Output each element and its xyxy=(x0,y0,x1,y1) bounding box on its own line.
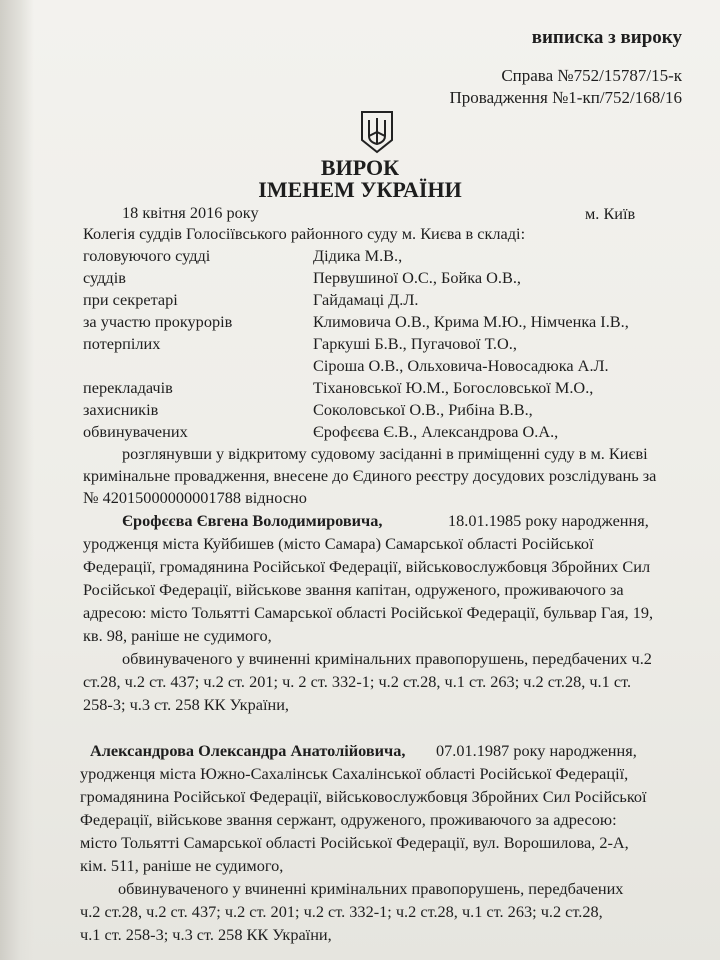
defendant1-line: Російської Федерації, військове звання капітан, одруженого, проживаючого за xyxy=(83,580,624,599)
extract-heading: виписка з вироку xyxy=(531,27,682,48)
role-label: перекладачів xyxy=(83,378,173,397)
trident-emblem-icon xyxy=(358,110,396,154)
role-label: захисників xyxy=(83,400,159,419)
role-names: Первушиної О.С., Бойка О.В., xyxy=(313,268,521,287)
role-label: головуючого судді xyxy=(83,246,211,265)
defendant1-line: 18.01.1985 року народження, xyxy=(448,511,649,530)
role-names: Тіхановської Ю.М., Богословської М.О., xyxy=(313,378,594,397)
page-edge-shadow xyxy=(0,0,34,960)
defendant1-charge: 258-3; ч.3 ст. 258 КК України, xyxy=(83,695,289,714)
consideration-line: розглянувши у відкритому судовому засіданні в приміщенні суду в м. Києві xyxy=(122,444,648,463)
consideration-line: кримінальне провадження, внесене до Єдиного реєстру досудових розслідувань за xyxy=(83,466,657,485)
defendant1-line: уродженця міста Куйбишев (місто Самара) Самарської області Російської xyxy=(83,534,594,553)
consideration-line: № 42015000000001788 відносно xyxy=(83,488,307,507)
defendant2-line: кім. 511, раніше не судимого, xyxy=(80,856,284,875)
defendant2-charge: ч.2 ст.28, ч.2 ст. 437; ч.2 ст. 201; ч.2 ст. 332-1; ч.2 ст.28, ч.1 ст. 263; ч.2 ст.28, xyxy=(80,902,603,921)
verdict-title: ВИРОК xyxy=(320,155,400,180)
verdict-subtitle: ІМЕНЕМ УКРАЇНИ xyxy=(258,177,462,202)
verdict-city: м. Київ xyxy=(585,204,636,223)
role-label: за участю прокурорів xyxy=(83,312,233,331)
role-names: Климовича О.В., Крима М.Ю., Німченка І.В., xyxy=(313,312,629,331)
proceeding-number: Провадження №1-кп/752/168/16 xyxy=(449,88,682,107)
defendant2-name: Александрова Олександра Анатолійовича, xyxy=(90,741,406,760)
defendant2-charge: обвинуваченого у вчиненні кримінальних правопорушень, передбачених xyxy=(118,879,624,898)
defendant2-line: громадянина Російської Федерації, військовослужбовця Збройних Сил Російської xyxy=(80,787,647,806)
role-names: Дідика М.В., xyxy=(313,246,403,265)
role-label: потерпілих xyxy=(83,334,161,353)
defendant1-line: кв. 98, раніше не судимого, xyxy=(83,626,272,645)
role-label: при секретарі xyxy=(83,290,178,309)
role-label: суддів xyxy=(83,268,126,287)
case-number: Справа №752/15787/15-к xyxy=(501,66,682,85)
defendant1-charge: ст.28, ч.2 ст. 437; ч.2 ст. 201; ч. 2 ст. 332-1; ч.2 ст.28, ч.1 ст. 263; ч.2 ст.28, ч.1 ст. xyxy=(83,672,632,691)
defendant2-line: уродженця міста Южно-Сахалінськ Сахалінської області Російської Федерації, xyxy=(80,764,629,783)
defendant2-line: місто Тольятті Самарської області Російської Федерації, вул. Ворошилова, 2-А, xyxy=(80,833,629,852)
role-names: Сіроша О.В., Ольховича-Новосадюка А.Л. xyxy=(313,356,609,375)
defendant1-name: Єрофєєва Євгена Володимировича, xyxy=(122,511,383,530)
defendant2-line: 07.01.1987 року народження, xyxy=(436,741,637,760)
defendant2-line: Федерації, військове звання сержант, одруженого, проживаючого за адресою: xyxy=(80,810,617,829)
role-names: Гаркуші Б.В., Пугачової Т.О., xyxy=(313,334,517,353)
defendant1-line: Федерації, громадянина Російської Федерації, військовослужбовця Збройних Сил xyxy=(83,557,651,576)
role-label: обвинувачених xyxy=(83,422,188,441)
verdict-date: 18 квітня 2016 року xyxy=(122,203,259,222)
role-names: Соколовської О.В., Рибіна В.В., xyxy=(313,400,533,419)
role-names: Гайдамаці Д.Л. xyxy=(313,290,419,309)
defendant2-charge: ч.1 ст. 258-3; ч.3 ст. 258 КК України, xyxy=(80,925,332,944)
court-college: Колегія суддів Голосіївського районного суду м. Києва в складі: xyxy=(83,224,526,243)
defendant1-line: адресою: місто Тольятті Самарської області Російської Федерації, бульвар Гая, 19, xyxy=(83,603,654,622)
role-names: Єрофєєва Є.В., Александрова О.А., xyxy=(313,422,559,441)
defendant1-charge: обвинуваченого у вчиненні кримінальних правопорушень, передбачених ч.2 xyxy=(122,649,652,668)
